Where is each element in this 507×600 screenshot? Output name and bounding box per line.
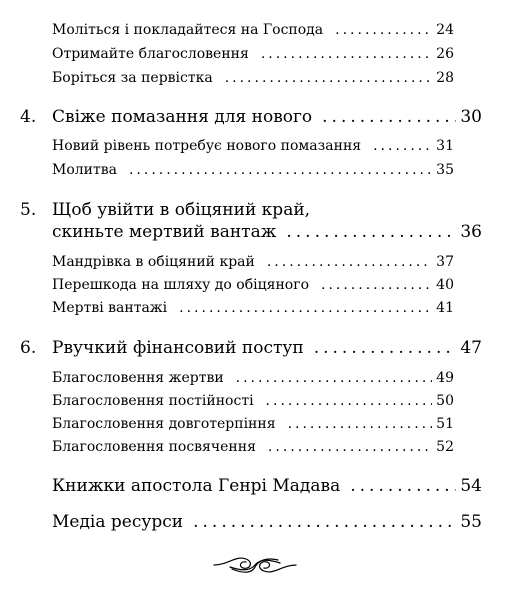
dot-leader [129, 162, 432, 178]
toc-chapter-title: скиньте мертвий вантаж [52, 222, 277, 242]
dot-leader [286, 222, 456, 242]
toc-page-number: 37 [436, 254, 454, 270]
toc-entry [52, 70, 454, 86]
toc-chapter-entry [52, 338, 482, 358]
toc-chapter-title: Рвучкий фінансовий поступ [52, 338, 304, 358]
toc-entry-title: Благословення посвячення [52, 439, 256, 455]
toc-chapter-entry [52, 222, 482, 242]
toc-entry [52, 416, 454, 432]
toc-page-number: 49 [436, 370, 454, 386]
toc-entry-title: Перешкода на шляху до обіцяного [52, 277, 309, 293]
toc-chapter-entry [52, 512, 482, 532]
toc-page-number: 40 [436, 277, 454, 293]
dot-leader [322, 107, 456, 127]
toc-entry [52, 277, 454, 293]
dot-leader [314, 338, 457, 358]
toc-chapter-title: Щоб увійти в обіцяний край, [52, 200, 311, 220]
toc-page-number: 24 [436, 22, 454, 38]
dot-leader [179, 300, 432, 316]
toc-page-number: 28 [436, 70, 454, 86]
dot-leader [321, 277, 432, 293]
toc-chapter-title: Медіа ресурси [52, 512, 184, 532]
toc-chapter-title: Свіже помазання для нового [52, 107, 313, 127]
toc-entry-title: Моліться і покладайтеся на Господа [52, 22, 324, 38]
toc-entry-title: Отримайте благословення [52, 46, 249, 62]
dot-leader [267, 254, 432, 270]
toc-entry-title: Благословення постійності [52, 393, 254, 409]
toc-page-number: 50 [436, 393, 454, 409]
toc-entry [52, 162, 454, 178]
toc-entry [52, 393, 454, 409]
toc-page-number: 55 [460, 512, 482, 532]
toc-page-number: 30 [460, 107, 482, 127]
toc-chapter-title: Книжки апостола Генрі Мадава [52, 476, 341, 496]
dot-leader [268, 439, 432, 455]
toc-chapter-entry [52, 476, 482, 496]
toc-entry-title: Мертві вантажі [52, 300, 168, 316]
dot-leader [350, 476, 456, 496]
toc-entry-title: Молитва [52, 162, 117, 178]
toc-page-number: 47 [460, 338, 482, 358]
toc-entry-title: Новий рівень потребує нового помазання [52, 138, 362, 154]
dot-leader [373, 138, 432, 154]
toc-entry [52, 254, 454, 270]
dot-leader [335, 22, 432, 38]
dot-leader [266, 393, 433, 409]
toc-page-number: 54 [460, 476, 482, 496]
toc-page-number: 52 [436, 439, 454, 455]
dot-leader [261, 46, 432, 62]
toc-chapter-entry [52, 107, 482, 127]
toc-entry-title: Мандрівка в обіцяний край [52, 254, 255, 270]
toc-page-number: 36 [460, 222, 482, 242]
toc-chapter-title-line [52, 200, 482, 220]
dot-leader [236, 370, 433, 386]
toc-page-number: 35 [436, 162, 454, 178]
chapter-number: 4. [20, 107, 37, 127]
toc-entry-title: Благословення довготерпіння [52, 416, 276, 432]
dot-leader [193, 512, 456, 532]
toc-entry [52, 46, 454, 62]
toc-page-number: 51 [436, 416, 454, 432]
toc-entry [52, 138, 454, 154]
toc-entry [52, 439, 454, 455]
chapter-number: 6. [20, 338, 37, 358]
dot-leader [288, 416, 433, 432]
toc-entry-title: Благословення жертви [52, 370, 224, 386]
toc-entry [52, 22, 454, 38]
toc-page-number: 26 [436, 46, 454, 62]
dot-leader [225, 70, 432, 86]
chapter-number: 5. [20, 200, 37, 220]
flourish-ornament-icon [210, 550, 300, 580]
toc-entry [52, 370, 454, 386]
toc-entry [52, 300, 454, 316]
toc-page-number: 41 [436, 300, 454, 316]
toc-page-number: 31 [436, 138, 454, 154]
toc-entry-title: Боріться за первістка [52, 70, 213, 86]
